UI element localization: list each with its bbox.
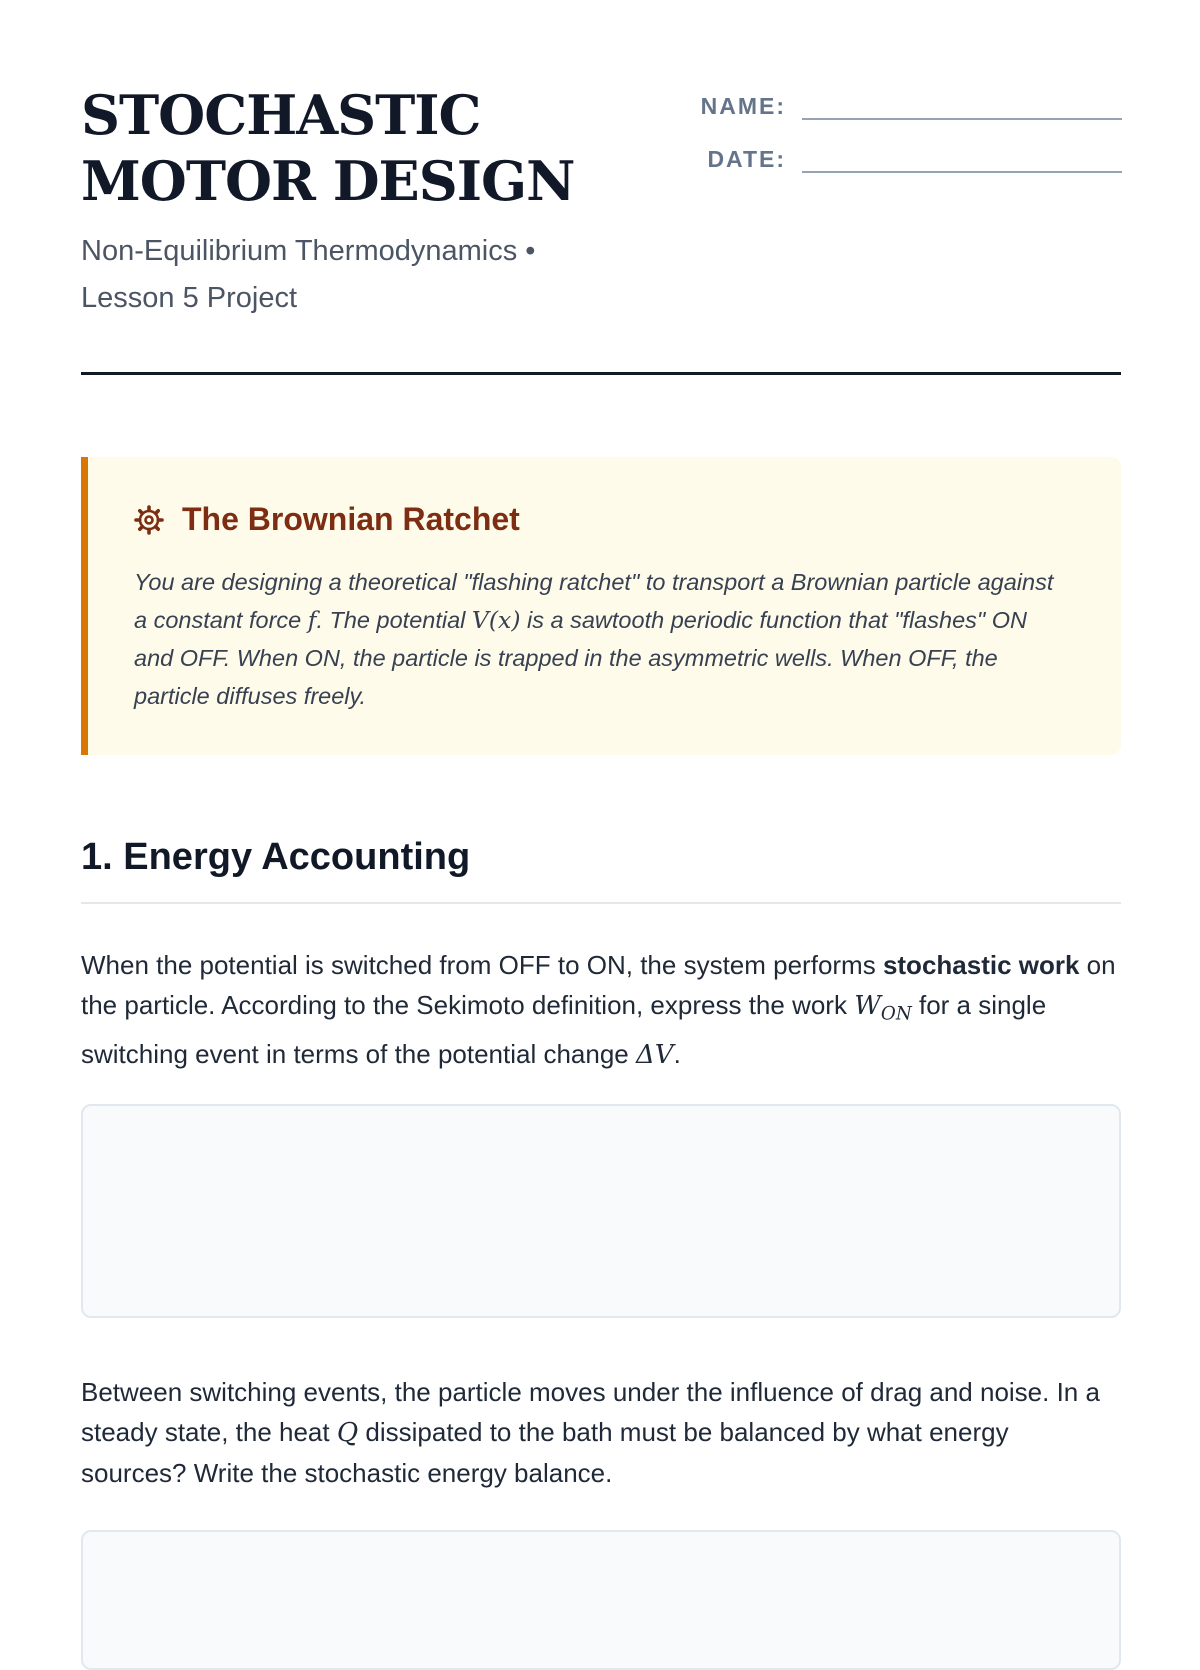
callout-body [134, 563, 1064, 715]
question-2 [81, 1372, 1121, 1493]
callout-text: You are designing a theoretical "flashing ratchet" to transport a Brownian particle against a constant force [134, 569, 1054, 633]
question-text: When the potential is switched from OFF to ON, the system performs [81, 950, 883, 980]
gear-icon [134, 505, 164, 535]
math-heat: Q [336, 1418, 359, 1448]
question-emphasis: stochastic work [882, 950, 1080, 980]
math-work-subscript: ON [880, 1003, 912, 1025]
name-label: NAME: [700, 93, 786, 119]
name-field[interactable] [802, 86, 1122, 120]
question-text: Between switching events, the particle moves under the influence of drag and noise. In a steady state, the heat [81, 1377, 1100, 1447]
section-divider [81, 902, 1121, 904]
question-text: dissipated to the bath must be balanced by what energy sources? Write the stochastic energy balance. [81, 1417, 1009, 1488]
answer-box-1[interactable] [81, 1104, 1121, 1318]
question-1 [81, 945, 1121, 1075]
callout-text: . The potential [316, 607, 472, 633]
math-potential: V(x) [471, 606, 521, 634]
callout-header [134, 501, 520, 538]
question-text: on the particle. According to the Sekimoto definition, express the work [81, 950, 1116, 1020]
date-label: DATE: [707, 146, 786, 172]
date-field[interactable] [802, 139, 1122, 173]
question-text: for a single switching event in terms of the potential change [81, 990, 1047, 1070]
callout-title: The Brownian Ratchet [182, 501, 520, 537]
math-force: f [307, 606, 317, 634]
callout-text: is a sawtooth periodic function that "flashes" ON and OFF. When ON, the particle is trapped in the asymmetric wells. When OFF, the particle diffuses freely. [134, 607, 1028, 709]
name-row [696, 86, 1122, 120]
answer-box-2[interactable] [81, 1530, 1121, 1670]
intro-callout [81, 457, 1121, 755]
header-divider [81, 372, 1121, 375]
page-subtitle: Non-Equilibrium Thermodynamics • Lesson 5 Project [81, 235, 536, 314]
date-row [696, 139, 1122, 173]
math-work [854, 991, 912, 1025]
section-heading: 1. Energy Accounting [81, 836, 471, 878]
question-text: . [673, 1039, 681, 1070]
page-title: STOCHASTIC MOTOR DESIGN [81, 83, 575, 213]
math-delta-v: ΔV [636, 1040, 674, 1071]
math-work-symbol: W [854, 991, 881, 1021]
